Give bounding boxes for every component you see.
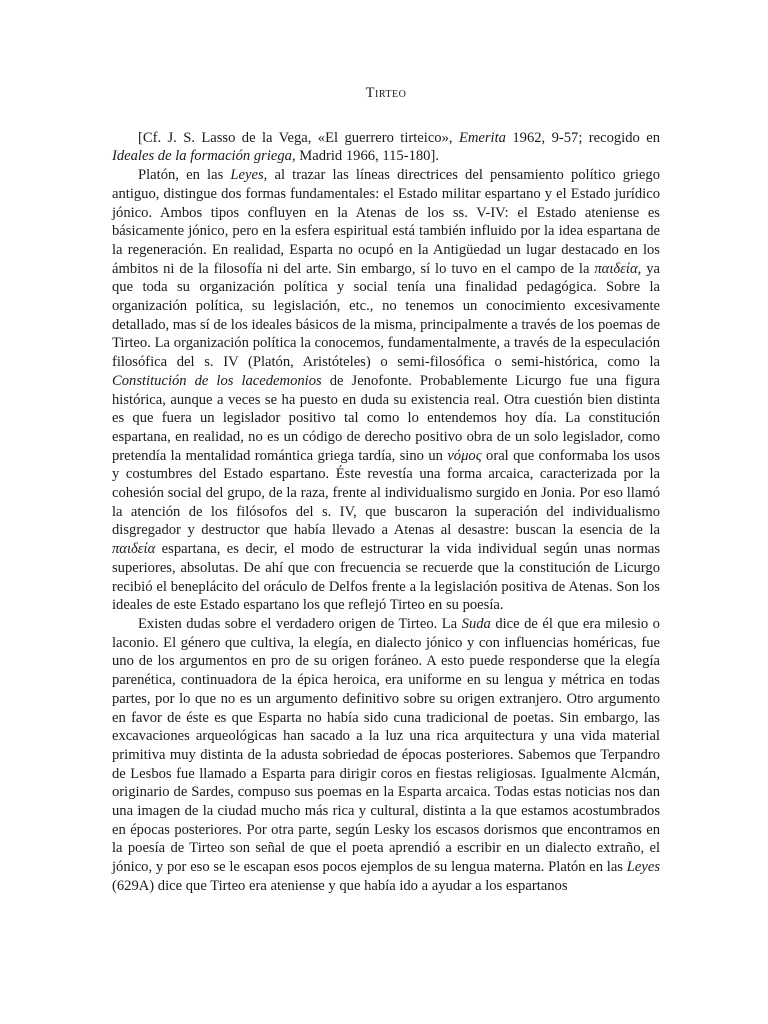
reference-paragraph xyxy=(112,129,660,166)
paragraph-text: espartana, es decir, el modo de estructurar la vida individual según unas normas superiores, absolutas. De ahí que con frecuencia se recuerde que la constitución de Licurgo recibió el beneplácito del oráculo de Delfos frente a la legislación positiva de Atenas. Son los ideales de este Estado espartano los que reflejó Tirteo en su poesía. xyxy=(112,541,660,614)
paragraph-text: de Jenofonte. Probablemente Licurgo fue una figura histórica, aunque a veces se ha puesto en duda su existencia real. Otra cuestión bien distinta es que fuera un legislador positivo tal como lo entendemos hoy día. La constitución espartana, en realidad, no es un código de derecho positivo obra de un solo legislador, como pretendía la mentalidad romántica griega tardía, sino un xyxy=(112,372,661,464)
work-title-leyes: Leyes xyxy=(230,167,264,184)
paragraph-text: , al trazar las líneas directrices del pensamiento político griego antiguo, distingue dos formas fundamentales: el Estado militar espartano y el Estado jurídico jónico. Ambos tipos confluyen en la Atenas de los ss. V-IV: el Estado ateniense es básicamente jónico, pero en la esfera espiritual está también influido por la idea espartana de la regeneración. En realidad, Esparta no ocupó en la Antigüedad un lugar destacado en los ámbitos ni de la filosofía ni del arte. Sin embargo, sí lo tuvo en el campo de la xyxy=(112,167,660,277)
work-title-suda: Suda xyxy=(461,615,491,632)
paragraph-text: dice de él que era milesio o laconio. El género que cultiva, la elegía, en dialecto jónico y con influencias homéricas, fue uno de los argumentos en pro de su origen foráneo. A esto puede responderse que la elegía parenética, continuadora de la épica heroica, era uniforme en su lengua y métrica en todas partes, por lo que no es un argumento definitivo sobre su origen extranjero. Otro argumento en favor de éste es que Esparta no había sido cuna tradicional de poetas. Sin embargo, las excavaciones arqueológicas han sacado a la luz una rica arquitectura y una vida material primitiva muy distinta de la adusta sobriedad de épocas posteriores. Sabemos que Terpandro de Lesbos fue llamado a Esparta para dirigir coros en fiestas religiosas. Igualmente Alcmán, originario de Sardes, compuso sus poemas en la Esparta arcaica. Todas estas noticias nos dan una imagen de la ciudad mucho más rica y cultural, distinta a la que estamos acostumbrados en épocas posteriores. Por otra parte, según Lesky los escasos dorismos que encontramos en la poesía de Tirteo son señal de que el poeta aprendió a escribir en un dialecto extraño, el jónico, y por eso se le escapan esos pocos ejemplos de su lengua materna. Platón en las xyxy=(112,615,660,876)
paragraph-text: (629A) dice que Tirteo era ateniense y que había ido a ayudar a los espartanos xyxy=(112,877,568,894)
greek-term: παιδεία xyxy=(594,260,638,277)
work-title-leyes: Leyes xyxy=(626,859,660,876)
paragraph-text: , ya que toda su organización política y social tenía una finalidad pedagógica. Sobre la organización política, su legislación, etc., no tenemos un conocimiento excesivamente detallado, mas sí de los ideales básicos de la misma, principalmente a través de los poemas de Tirteo. La organización política la conocemos, fundamentalmente, a través de la especulación filosófica del s. IV (Platón, Aristóteles) o semi-filosófica o semi-histórica, como la xyxy=(112,260,660,371)
work-title-constitucion: Constitución de los lacedemonios xyxy=(112,372,322,389)
body-paragraph-2 xyxy=(112,615,660,896)
book-title: Ideales de la formación griega xyxy=(112,148,292,165)
reference-text: , Madrid 1966, 115-180]. xyxy=(291,148,439,165)
greek-term: νόμος xyxy=(447,447,482,464)
body-paragraph-1 xyxy=(112,166,660,615)
paragraph-text: Existen dudas sobre el verdadero origen de Tirteo. La xyxy=(138,615,462,632)
document-page xyxy=(112,84,660,896)
paragraph-text: oral que conformaba los usos y costumbres del Estado espartano. Éste revestía una forma arcaica, caracterizada por la cohesión social del grupo, de la raza, frente al individualismo surgido en Jonia. Por eso llamó la atención de los filósofos del s. IV, que buscaron la superación del individualismo disgregador y destructor que había llevado a Atenas al desastre: buscan la esencia de la xyxy=(112,447,660,539)
greek-term: παιδεία xyxy=(112,541,156,558)
page-title: Tirteo xyxy=(365,85,407,101)
reference-text: 1962, 9-57; recogido en xyxy=(505,129,660,146)
paragraph-text: Platón, en las xyxy=(138,167,231,184)
journal-title: Emerita xyxy=(458,129,506,146)
reference-text: [Cf. J. S. Lasso de la Vega, «El guerrero tirteico», xyxy=(138,129,459,146)
